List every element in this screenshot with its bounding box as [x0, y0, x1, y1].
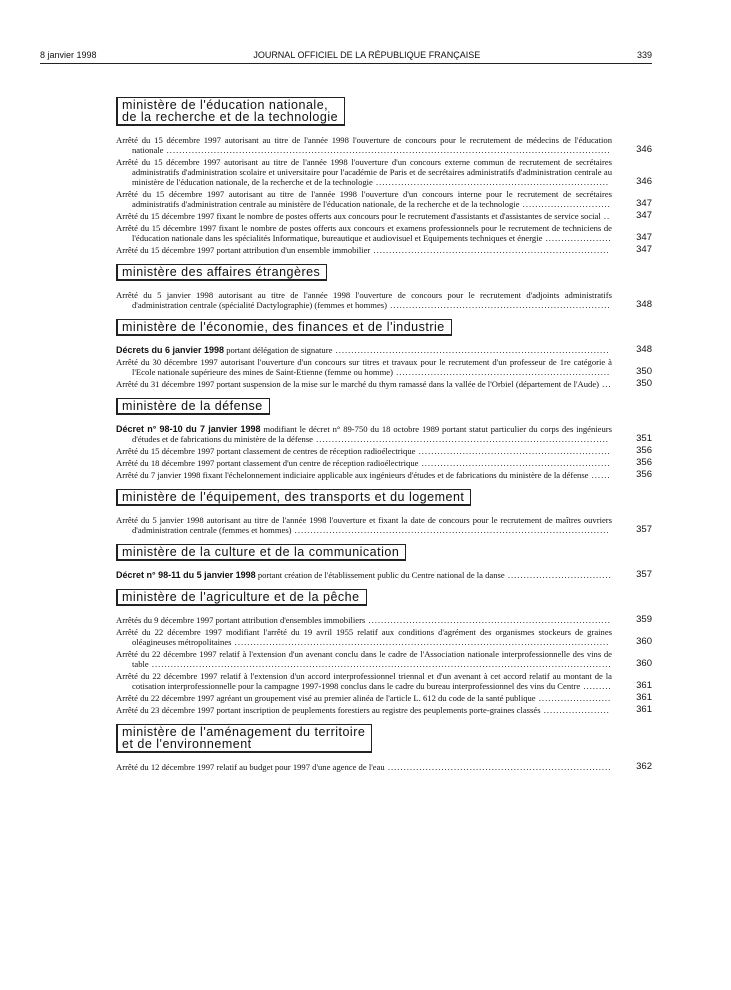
dot-leader: .............................................................................: [365, 615, 611, 625]
dot-leader: ......: [588, 470, 611, 480]
ministry-title: ministère de l'agriculture et de la pêche: [116, 589, 367, 606]
entry-description: Arrêté du 5 janvier 1998 autorisant au titre de l'année 1998 l'ouverture et fixant la date de concours pour le recrutement de maîtres ouvriers d'administration centrale (femmes et hommes): [116, 515, 612, 535]
entry-description: Arrêté du 22 décembre 1997 relatif à l'extension d'un accord interprofessionnel triennal et d'un avenant à cet accord relatif au montant de la cotisation interprofessionnelle pour la campagne 1997-1998 conclus dans le cadre du bureau interprofessionnel des vins du Centre: [116, 671, 612, 691]
ministry-section: [116, 262, 652, 310]
toc-entry: [116, 615, 652, 625]
ministry-title: ministère de la culture et de la communication: [116, 544, 406, 561]
dot-leader: .................................: [504, 570, 612, 580]
dot-leader: ............................: [519, 199, 611, 209]
entry-description: modifiant le décret n° 89-750 du 18 octobre 1989 portant statut particulier du corps des ingénieurs d'études et de fabrications du ministère de la défense: [132, 424, 612, 444]
entry-description: Arrêté du 18 décembre 1997 portant classement d'un centre de réception radioélectrique: [116, 458, 419, 468]
entry-page-number: 350: [636, 366, 652, 377]
entry-page-number: 357: [636, 524, 652, 535]
toc-entry: [116, 345, 652, 355]
entry-page-number: 346: [636, 176, 652, 187]
entry-text: [116, 424, 612, 444]
entry-page-number: 356: [636, 469, 652, 480]
header-page-number: 339: [636, 50, 652, 60]
entry-page-number: 347: [636, 210, 652, 221]
ministry-title: ministère de l'éducation nationale, de la recherche et de la technologie: [116, 97, 345, 126]
entry-description: portant création de l'établissement public du Centre national de la danse: [255, 570, 505, 580]
dot-leader: .............................................................: [415, 446, 611, 456]
ministry-title: ministère de l'équipement, des transports et du logement: [116, 489, 471, 506]
entry-text: [116, 705, 612, 715]
entry-page-number: 359: [636, 614, 652, 625]
ministry-section: [116, 542, 652, 580]
entry-description: Arrêté du 15 décembre 1997 autorisant au titre de l'année 1998 l'ouverture de concours pour le recrutement de médecins de l'éducation nationale: [116, 135, 612, 155]
dot-leader: ...........................................................................: [370, 245, 610, 255]
toc-entry: [116, 570, 652, 580]
entry-text: [116, 345, 612, 355]
entry-description: Arrêté du 22 décembre 1997 relatif à l'extension d'un avenant conclu dans le cadre de l'Association nationale interprofessionnelle des vins de table: [116, 649, 612, 669]
dot-leader: ...: [599, 379, 612, 389]
toc-entry: [116, 357, 652, 377]
entry-text: [116, 470, 612, 480]
toc-entry: [116, 290, 652, 310]
entry-text: [116, 245, 612, 255]
dot-leader: ......................................................................: [386, 300, 611, 310]
table-of-contents: [116, 95, 652, 779]
entry-text: [116, 135, 612, 155]
entry-description: Arrêté du 15 décembre 1997 autorisant au titre de l'année 1998 l'ouverture d'un concours interne pour le recrutement de secrétaires administratifs d'administration centrale au ministère de l'éducation nationale, de la recherche et de la technologie: [116, 189, 612, 209]
entry-description: Arrêté du 15 décembre 1997 portant classement de centres de réception radioélectrique: [116, 446, 416, 456]
ministry-title: ministère de l'économie, des finances et de l'industrie: [116, 319, 452, 336]
toc-entry: [116, 135, 652, 155]
entry-text: [116, 627, 612, 647]
toc-entry: [116, 671, 652, 691]
entry-text: [116, 290, 612, 310]
entry-description: Arrêté du 15 décembre 1997 fixant le nombre de postes offerts aux concours pour le recrutement d'assistants et d'assistantes de service social: [116, 211, 601, 221]
entry-description: Arrêté du 12 décembre 1997 relatif au budget pour 1997 d'une agence de l'eau: [116, 762, 385, 772]
entry-page-number: 348: [636, 299, 652, 310]
entry-description: Arrêté du 15 décembre 1997 fixant le nombre de postes offerts aux concours et examens professionnels pour le recrutement de techniciens de l'éducation nationale dans les spécialités Informatique, bureautique et audiovisuel et Equipements techniques et énergie: [116, 223, 612, 243]
entry-page-number: 361: [636, 692, 652, 703]
dot-leader: .........: [580, 681, 612, 691]
entry-page-number: 347: [636, 244, 652, 255]
toc-entry: [116, 705, 652, 715]
entry-description: Arrêté du 31 décembre 1997 portant suspension de la mise sur le marché du thym ramassé dans la vallée de l'Orbiel (département de l'Aude): [116, 379, 599, 389]
toc-entry: [116, 458, 652, 468]
entry-decree-title: Décret n° 98-10 du 7 janvier 1998: [116, 424, 261, 434]
entry-text: [116, 157, 612, 187]
dot-leader: ..........................................................................: [372, 177, 610, 187]
ministry-section: [116, 487, 652, 535]
entry-text: [116, 671, 612, 691]
entry-description: Arrêté du 7 janvier 1998 fixant l'échelonnement indiciaire applicable aux ingénieurs d'études et de fabrications du ministère de la défense: [116, 470, 589, 480]
dot-leader: ..: [600, 211, 611, 221]
entry-page-number: 361: [636, 680, 652, 691]
dot-leader: ....................................................................: [392, 367, 611, 377]
ministry-section: [116, 95, 652, 255]
toc-entry: [116, 515, 652, 535]
entry-page-number: 362: [636, 761, 652, 772]
entry-page-number: 346: [636, 144, 652, 155]
entry-text: [116, 379, 612, 389]
entry-description: Arrêté du 22 décembre 1997 modifiant l'arrêté du 19 avril 1955 relatif aux conditions d'agrément des organismes stockeurs de graines oléagineuses métropolitaines: [116, 627, 612, 647]
entry-description: Arrêté du 5 janvier 1998 autorisant au titre de l'année 1998 l'ouverture de concours pour le recrutement d'adjoints administratifs d'administration centrale (spécialité Dactylographie) (femmes et hommes): [116, 290, 612, 310]
entry-page-number: 347: [636, 232, 652, 243]
entry-description: Arrêté du 30 décembre 1997 autorisant l'ouverture d'un concours sur titres et travaux pour le recrutement d'un professeur de 1re catégorie à l'Ecole nationale supérieure des mines de Saint-Etienne (femme ou homme): [116, 357, 612, 377]
dot-leader: .......................................................................................: [332, 345, 610, 355]
ministry-section: [116, 587, 652, 715]
header-date: 8 janvier 1998: [40, 50, 97, 60]
entry-description: Arrêtés du 9 décembre 1997 portant attribution d'ensembles immobiliers: [116, 615, 366, 625]
header-journal-title: JOURNAL OFFICIEL DE LA RÉPUBLIQUE FRANÇAISE: [253, 50, 481, 60]
entry-text: [116, 615, 612, 625]
entry-decree-title: Décrets du 6 janvier 1998: [116, 345, 225, 355]
entry-description: Arrêté du 23 décembre 1997 portant inscription de peuplements forestiers au registre des peuplements porte-graines classés: [116, 705, 541, 715]
dot-leader: .......................................................................: [384, 762, 612, 772]
toc-entry: [116, 693, 652, 703]
entry-text: [116, 223, 612, 243]
entry-page-number: 361: [636, 704, 652, 715]
entry-page-number: 360: [636, 658, 652, 669]
dot-leader: .............................................................................................: [313, 434, 609, 444]
ministry-section: [116, 722, 652, 772]
toc-entry: [116, 627, 652, 647]
ministry-section: [116, 396, 652, 480]
toc-entry: [116, 470, 652, 480]
entry-page-number: 347: [636, 198, 652, 209]
entry-page-number: 356: [636, 445, 652, 456]
entry-text: [116, 458, 612, 468]
entry-description: Arrêté du 22 décembre 1997 agréant un groupement visé au premier alinéa de l'article L. 612 du code de la santé publique: [116, 693, 536, 703]
page-header: [40, 50, 652, 64]
entry-text: [116, 357, 612, 377]
entry-text: [116, 570, 612, 580]
dot-leader: .......................: [535, 693, 612, 703]
toc-entry: [116, 245, 652, 255]
toc-entry: [116, 446, 652, 456]
toc-entry: [116, 379, 652, 389]
toc-entry: [116, 157, 652, 187]
entry-text: [116, 762, 612, 772]
dot-leader: .....................: [540, 705, 610, 715]
entry-description: portant délégation de signature: [224, 345, 333, 355]
ministry-title: ministère des affaires étrangères: [116, 264, 327, 281]
entry-text: [116, 693, 612, 703]
toc-entry: [116, 189, 652, 209]
entry-page-number: 348: [636, 344, 652, 355]
toc-entry: [116, 211, 652, 221]
dot-leader: .............................................................................................................................................: [163, 145, 611, 155]
dot-leader: ............................................................: [418, 458, 611, 468]
entry-text: [116, 189, 612, 209]
entry-page-number: 357: [636, 569, 652, 580]
toc-entry: [116, 649, 652, 669]
dot-leader: ....................................................................................................: [291, 525, 610, 535]
toc-entry: [116, 762, 652, 772]
ministry-section: [116, 317, 652, 389]
toc-entry: [116, 424, 652, 444]
entry-text: [116, 515, 612, 535]
entry-decree-title: Décret n° 98-11 du 5 janvier 1998: [116, 570, 256, 580]
ministry-title: ministère de l'aménagement du territoire et de l'environnement: [116, 724, 372, 753]
entry-text: [116, 446, 612, 456]
toc-entry: [116, 223, 652, 243]
ministry-title: ministère de la défense: [116, 398, 270, 415]
entry-description: Arrêté du 15 décembre 1997 autorisant au titre de l'année 1998 l'ouverture d'un concours externe commun de recrutement de secrétaires administratifs d'administration scolaire et universitaire pour l'académie de Paris et de secrétaires administratifs d'administration centrale au ministère de l'éducation nationale, de la recherche et de la technologie: [116, 157, 612, 187]
entry-description: Arrêté du 15 décembre 1997 portant attribution d'un ensemble immobilier: [116, 245, 371, 255]
dot-leader: .....................: [542, 233, 612, 243]
entry-page-number: 351: [636, 433, 652, 444]
entry-page-number: 350: [636, 378, 652, 389]
entry-page-number: 360: [636, 636, 652, 647]
entry-page-number: 356: [636, 457, 652, 468]
entry-text: [116, 211, 612, 221]
dot-leader: ..................................................................................................................................................: [148, 659, 612, 669]
entry-text: [116, 649, 612, 669]
dot-leader: .......................................................................................................................: [231, 637, 610, 647]
